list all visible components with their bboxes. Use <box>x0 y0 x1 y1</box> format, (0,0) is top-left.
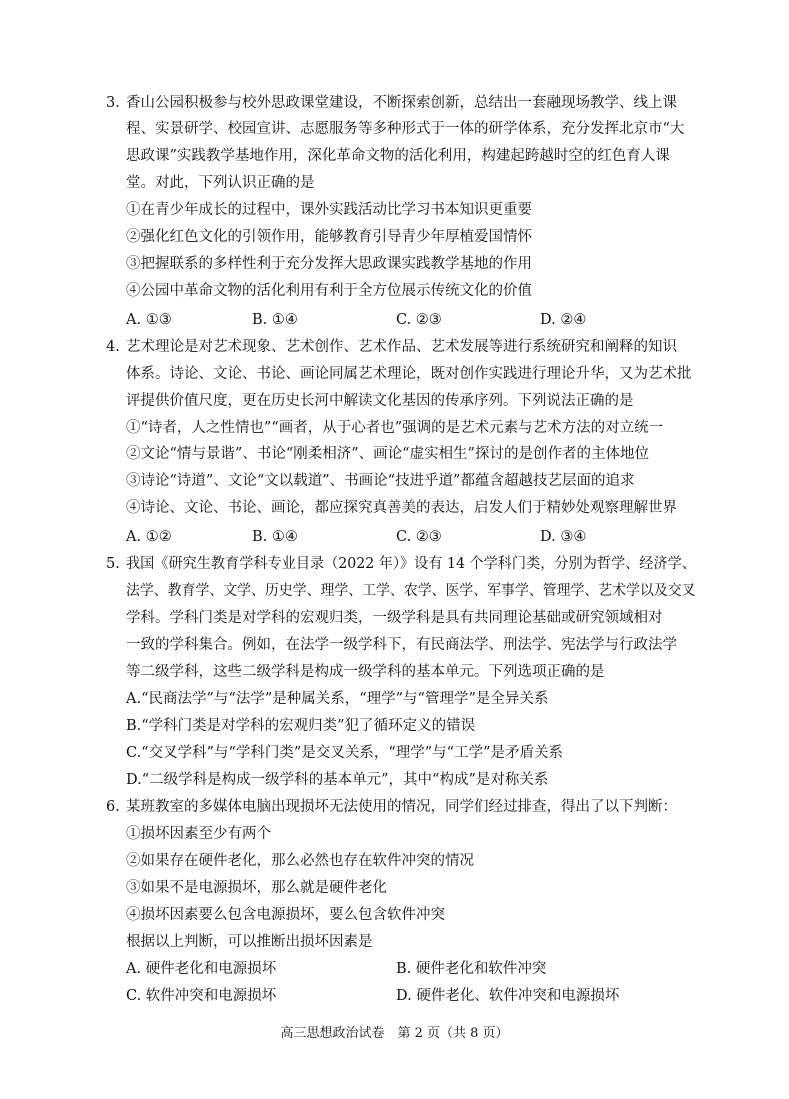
question-stem-line: 等二级学科，这些二级学科是构成一级学科的基本单元。下列选项正确的是 <box>126 664 605 680</box>
statement: ④公园中革命文物的活化利用有利于全方位展示传统文化的价值 <box>126 283 532 299</box>
question-stem-line: 法学、教育学、文学、历史学、理学、工学、农学、医学、军事学、管理学、艺术学以及交叉 <box>126 583 696 599</box>
statement: ①损坏因素至少有两个 <box>126 826 271 842</box>
statement: ②如果存在硬件老化，那么必然也存在软件冲突的情况 <box>126 853 474 869</box>
question-stem-line: 某班教室的多媒体电脑出现损坏无法使用的情况，同学们经过排查，得出了以下判断： <box>126 799 677 815</box>
question-stem-end: 根据以上判断，可以推断出损坏因素是 <box>126 934 373 950</box>
option-d[interactable]: D. 硬件老化、软件冲突和电源损坏 <box>396 988 620 1004</box>
statement: ③如果不是电源损坏，那么就是硬件老化 <box>126 880 387 896</box>
statement: ②强化红色文化的引领作用，能够教育引导青少年厚植爱国情怀 <box>126 229 532 245</box>
question-number: 3. <box>106 95 120 111</box>
option-a[interactable]: A.“民商法学”与“法学”是种属关系，“理学”与“管理学”是全异关系 <box>126 691 549 707</box>
option-b[interactable]: B. 硬件老化和软件冲突 <box>396 961 547 977</box>
option-b[interactable]: B.“学科门类是对学科的宏观归类”犯了循环定义的错误 <box>126 718 476 734</box>
question-stem-line: 一致的学科集合。例如，在法学一级学科下，有民商法学、刑法学、宪法学与行政法学 <box>126 637 677 653</box>
option-b[interactable]: B. ①④ <box>252 312 298 328</box>
question-stem-line: 思政课”实践教学基地作用，深化革命文物的活化利用，构建起跨越时空的红色育人课 <box>126 148 670 164</box>
statement: ④诗论、文论、书论、画论，都应探究真善美的表达，启发人们于精妙处观察理解世界 <box>126 500 677 516</box>
question-stem-line: 程、实景研学、校园宣讲、志愿服务等多种形式于一体的研学体系，充分发挥北京市“大 <box>126 121 685 137</box>
option-a[interactable]: A. ①③ <box>126 312 172 328</box>
question-number: 6. <box>106 799 120 815</box>
question-stem-line: 评提供价值尺度，更在历史长河中解读文化基因的传承序列。下列说法正确的是 <box>126 393 634 409</box>
statement: ①在青少年成长的过程中，课外实践活动比学习书本知识更重要 <box>126 202 532 218</box>
option-c[interactable]: C. 软件冲突和电源损坏 <box>126 988 277 1004</box>
option-c[interactable]: C.“交叉学科”与“学科门类”是交叉关系，“理学”与“工学”是矛盾关系 <box>126 745 563 761</box>
question-stem-line: 堂。对此，下列认识正确的是 <box>126 175 315 191</box>
option-c[interactable]: C. ②③ <box>396 312 442 328</box>
option-d[interactable]: D. ②④ <box>540 312 587 328</box>
question-stem-line: 学科。学科门类是对学科的宏观归类，一级学科是具有共同理论基础或研究领域相对 <box>126 610 663 626</box>
question-number: 5. <box>106 556 120 572</box>
option-d[interactable]: D.“二级学科是构成一级学科的基本单元”，其中“构成”是对称关系 <box>126 772 549 788</box>
statement: ③把握联系的多样性利于充分发挥大思政课实践教学基地的作用 <box>126 256 532 272</box>
option-d[interactable]: D. ③④ <box>540 529 587 545</box>
statement: ④损坏因素要么包含电源损坏，要么包含软件冲突 <box>126 907 445 923</box>
option-a[interactable]: A. 硬件老化和电源损坏 <box>126 961 277 977</box>
option-b[interactable]: B. ①④ <box>252 529 298 545</box>
statement: ②文论“情与景谐”、书论“刚柔相济”、画论“虚实相生”探讨的是创作者的主体地位 <box>126 446 649 462</box>
page-footer: 高三思想政治试卷 第 2 页（共 8 页） <box>280 1026 509 1041</box>
question-stem-line: 艺术理论是对艺术现象、艺术创作、艺术作品、艺术发展等进行系统研究和阐释的知识 <box>126 339 677 355</box>
question-stem-line: 我国《研究生教育学科专业目录（2022 年）》设有 14 个学科门类，分别为哲学、经济学、 <box>126 556 696 572</box>
question-stem-line: 体系。诗论、文论、书论、画论同属艺术理论，既对创作实践进行理论升华，又为艺术批 <box>126 366 692 382</box>
option-a[interactable]: A. ①② <box>126 529 172 545</box>
statement: ①“诗者，人之性情也”“画者，从于心者也”强调的是艺术元素与艺术方法的对立统一 <box>126 420 664 436</box>
question-number: 4. <box>106 339 120 355</box>
option-c[interactable]: C. ②③ <box>396 529 442 545</box>
statement: ③诗论“诗道”、文论“文以载道”、书画论“技进乎道”都蕴含超越技艺层面的追求 <box>126 473 635 489</box>
question-stem-line: 香山公园积极参与校外思政课堂建设，不断探索创新，总结出一套融现场教学、线上课 <box>126 95 677 111</box>
